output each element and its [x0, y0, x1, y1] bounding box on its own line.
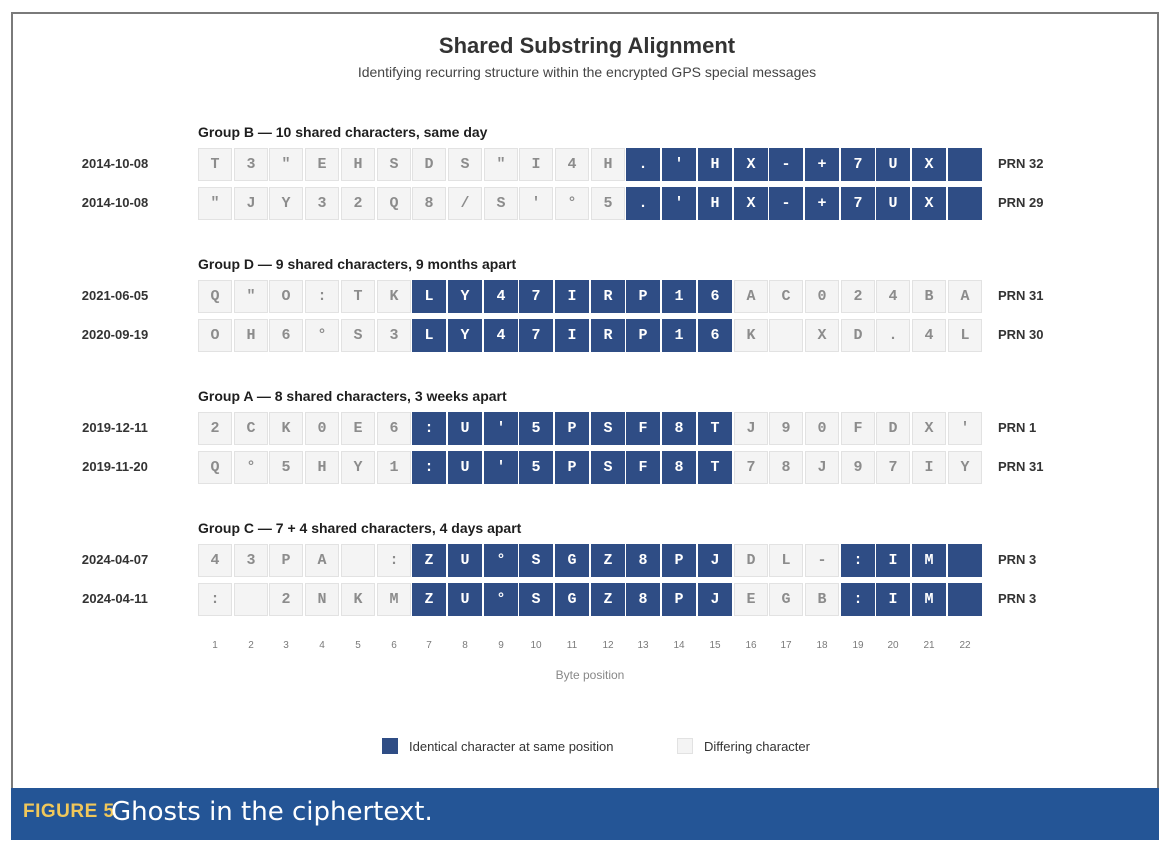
differing-char-cell: 0	[305, 412, 339, 445]
shared-char-cell: :	[841, 544, 875, 577]
differing-char-cell: '	[519, 187, 553, 220]
differing-char-cell: E	[734, 583, 768, 616]
shared-char-cell: P	[555, 451, 589, 484]
shared-char-cell: G	[555, 583, 589, 616]
shared-char-cell: '	[484, 451, 518, 484]
x-tick-label: 5	[355, 640, 361, 651]
shared-char-cell	[948, 187, 982, 220]
differing-char-cell: /	[448, 187, 482, 220]
figure-number: FIGURE 5	[23, 801, 115, 822]
row-date: 2024-04-07	[81, 552, 149, 567]
differing-char-cell: C	[234, 412, 268, 445]
shared-char-cell: Z	[412, 583, 446, 616]
shared-char-cell: P	[662, 583, 696, 616]
differing-char-cell: 4	[555, 148, 589, 181]
shared-char-cell: 8	[626, 544, 660, 577]
shared-char-cell: U	[448, 412, 482, 445]
differing-char-cell: 3	[234, 544, 268, 577]
shared-char-cell: 4	[484, 280, 518, 313]
x-tick-label: 18	[816, 640, 828, 651]
shared-char-cell: .	[626, 148, 660, 181]
row-date: 2024-04-11	[82, 591, 148, 606]
legend-swatch-identical	[382, 738, 398, 754]
differing-char-cell: K	[377, 280, 411, 313]
differing-char-cell: 3	[305, 187, 339, 220]
shared-char-cell: S	[519, 583, 553, 616]
differing-char-cell: A	[948, 280, 982, 313]
differing-char-cell: P	[269, 544, 303, 577]
x-tick-label: 2	[248, 640, 254, 651]
differing-char-cell: -	[805, 544, 839, 577]
shared-char-cell: °	[484, 583, 518, 616]
differing-char-cell: 5	[591, 187, 625, 220]
shared-char-cell: Y	[448, 280, 482, 313]
differing-char-cell: 8	[412, 187, 446, 220]
shared-char-cell: M	[912, 544, 946, 577]
x-tick-label: 6	[391, 640, 397, 651]
shared-char-cell: Z	[591, 544, 625, 577]
x-tick-label: 3	[283, 640, 289, 651]
differing-char-cell: Y	[269, 187, 303, 220]
x-tick-label: 21	[923, 640, 935, 651]
row-prn: PRN 31	[998, 288, 1044, 303]
differing-char-cell: 5	[269, 451, 303, 484]
differing-char-cell: :	[377, 544, 411, 577]
shared-char-cell: +	[805, 148, 839, 181]
shared-char-cell: I	[876, 583, 910, 616]
differing-char-cell: O	[269, 280, 303, 313]
differing-char-cell: J	[734, 412, 768, 445]
shared-char-cell: I	[555, 319, 589, 352]
shared-char-cell: 7	[841, 187, 875, 220]
shared-char-cell: H	[698, 148, 732, 181]
differing-char-cell: °	[234, 451, 268, 484]
shared-char-cell: U	[448, 451, 482, 484]
differing-char-cell: 7	[876, 451, 910, 484]
differing-char-cell: °	[555, 187, 589, 220]
shared-char-cell	[948, 148, 982, 181]
x-tick-label: 11	[566, 640, 578, 651]
figure-caption-bar	[11, 788, 1159, 840]
chart-title: Shared Substring Alignment	[438, 33, 736, 58]
differing-char-cell: .	[876, 319, 910, 352]
shared-char-cell: X	[734, 148, 768, 181]
differing-char-cell: O	[198, 319, 232, 352]
differing-char-cell: 0	[805, 412, 839, 445]
x-tick-label: 16	[745, 640, 757, 651]
differing-char-cell: T	[341, 280, 375, 313]
differing-char-cell: Q	[198, 280, 232, 313]
row-prn: PRN 32	[998, 156, 1044, 171]
shared-char-cell: G	[555, 544, 589, 577]
shared-char-cell: X	[912, 187, 946, 220]
group-title: Group D — 9 shared characters, 9 months apart	[198, 256, 517, 272]
row-date: 2014-10-08	[81, 195, 149, 210]
differing-char-cell: X	[805, 319, 839, 352]
differing-char-cell: I	[519, 148, 553, 181]
shared-char-cell: -	[769, 187, 803, 220]
shared-char-cell: U	[448, 544, 482, 577]
legend-label-identical: Identical character at same position	[409, 739, 614, 754]
differing-char-cell: '	[948, 412, 982, 445]
differing-char-cell: H	[341, 148, 375, 181]
differing-char-cell: K	[341, 583, 375, 616]
x-tick-label: 22	[959, 640, 971, 651]
differing-char-cell: 2	[198, 412, 232, 445]
differing-char-cell: "	[234, 280, 268, 313]
differing-char-cell: X	[912, 412, 946, 445]
shared-char-cell: Z	[591, 583, 625, 616]
shared-char-cell: '	[662, 148, 696, 181]
differing-char-cell: 3	[377, 319, 411, 352]
differing-char-cell: Y	[341, 451, 375, 484]
shared-char-cell: .	[626, 187, 660, 220]
figure-caption: Ghosts in the ciphertext.	[111, 797, 433, 827]
shared-char-cell: R	[591, 280, 625, 313]
row-prn: PRN 1	[998, 420, 1037, 435]
shared-char-cell: U	[876, 148, 910, 181]
shared-char-cell: R	[591, 319, 625, 352]
differing-char-cell: 2	[841, 280, 875, 313]
x-tick-label: 1	[212, 640, 218, 651]
shared-char-cell: -	[769, 148, 803, 181]
shared-char-cell: Z	[412, 544, 446, 577]
x-axis-label: Byte position	[555, 668, 625, 682]
shared-char-cell: J	[698, 544, 732, 577]
shared-char-cell: X	[734, 187, 768, 220]
shared-char-cell: 1	[662, 280, 696, 313]
row-date: 2019-11-20	[82, 459, 148, 474]
shared-char-cell: '	[484, 412, 518, 445]
shared-char-cell: '	[662, 187, 696, 220]
shared-char-cell: 6	[698, 280, 732, 313]
differing-char-cell: 1	[377, 451, 411, 484]
differing-char-cell: S	[341, 319, 375, 352]
chart-subtitle: Identifying recurring structure within the encrypted GPS special messages	[357, 64, 817, 80]
shared-char-cell: 8	[626, 583, 660, 616]
shared-char-cell: 4	[484, 319, 518, 352]
differing-char-cell: M	[377, 583, 411, 616]
shared-char-cell: P	[555, 412, 589, 445]
differing-char-cell: S	[484, 187, 518, 220]
row-prn: PRN 3	[998, 552, 1037, 567]
shared-char-cell: Y	[448, 319, 482, 352]
differing-char-cell: S	[377, 148, 411, 181]
x-tick-label: 20	[887, 640, 899, 651]
shared-char-cell: F	[626, 451, 660, 484]
differing-char-cell: K	[734, 319, 768, 352]
differing-char-cell: Q	[198, 451, 232, 484]
differing-char-cell: 6	[269, 319, 303, 352]
shared-char-cell: 6	[698, 319, 732, 352]
differing-char-cell: E	[341, 412, 375, 445]
x-tick-label: 9	[498, 640, 504, 651]
shared-char-cell: L	[412, 319, 446, 352]
differing-char-cell: 8	[769, 451, 803, 484]
shared-char-cell: S	[591, 451, 625, 484]
differing-char-cell: D	[734, 544, 768, 577]
x-tick-label: 13	[637, 640, 649, 651]
differing-char-cell: 6	[377, 412, 411, 445]
x-tick-label: 19	[852, 640, 864, 651]
shared-char-cell: H	[698, 187, 732, 220]
differing-char-cell: I	[912, 451, 946, 484]
shared-char-cell: T	[698, 451, 732, 484]
shared-char-cell: 5	[519, 412, 553, 445]
shared-char-cell: 8	[662, 451, 696, 484]
differing-char-cell: S	[448, 148, 482, 181]
shared-char-cell: P	[626, 280, 660, 313]
differing-char-cell: B	[912, 280, 946, 313]
differing-char-cell: 0	[805, 280, 839, 313]
differing-char-cell: L	[769, 544, 803, 577]
differing-char-cell: 4	[198, 544, 232, 577]
shared-char-cell: +	[805, 187, 839, 220]
shared-char-cell: 8	[662, 412, 696, 445]
group-title: Group A — 8 shared characters, 3 weeks apart	[198, 388, 507, 404]
shared-char-cell: 7	[519, 319, 553, 352]
differing-char-cell: D	[841, 319, 875, 352]
differing-char-cell: H	[591, 148, 625, 181]
shared-char-cell: J	[698, 583, 732, 616]
differing-char-cell: B	[805, 583, 839, 616]
differing-char-cell: J	[805, 451, 839, 484]
row-prn: PRN 30	[998, 327, 1044, 342]
shared-char-cell: U	[876, 187, 910, 220]
x-tick-label: 8	[462, 640, 468, 651]
differing-char-cell: Y	[948, 451, 982, 484]
shared-char-cell: S	[519, 544, 553, 577]
shared-char-cell: P	[662, 544, 696, 577]
shared-char-cell: F	[626, 412, 660, 445]
shared-char-cell: 1	[662, 319, 696, 352]
differing-char-cell: D	[876, 412, 910, 445]
group-title: Group B — 10 shared characters, same day	[198, 124, 488, 140]
differing-char-cell: L	[948, 319, 982, 352]
group-title: Group C — 7 + 4 shared characters, 4 days apart	[198, 520, 522, 536]
differing-char-cell: :	[198, 583, 232, 616]
x-tick-label: 10	[530, 640, 542, 651]
differing-char-cell: 4	[876, 280, 910, 313]
legend-label-differing: Differing character	[704, 739, 810, 754]
shared-char-cell: P	[626, 319, 660, 352]
row-date: 2014-10-08	[81, 156, 149, 171]
differing-char-cell: °	[305, 319, 339, 352]
shared-char-cell: °	[484, 544, 518, 577]
legend-swatch-differing	[677, 738, 693, 754]
row-date: 2020-09-19	[81, 327, 149, 342]
differing-char-cell: Q	[377, 187, 411, 220]
row-date: 2019-12-11	[82, 420, 148, 435]
row-date: 2021-06-05	[81, 288, 149, 303]
shared-char-cell: 5	[519, 451, 553, 484]
differing-char-cell: 9	[769, 412, 803, 445]
shared-char-cell: L	[412, 280, 446, 313]
x-tick-label: 15	[709, 640, 721, 651]
shared-char-cell: X	[912, 148, 946, 181]
x-tick-label: 7	[426, 640, 432, 651]
differing-char-cell	[234, 583, 268, 616]
x-tick-label: 17	[780, 640, 792, 651]
differing-char-cell: "	[198, 187, 232, 220]
differing-char-cell: C	[769, 280, 803, 313]
shared-char-cell	[948, 544, 982, 577]
differing-char-cell: 2	[269, 583, 303, 616]
differing-char-cell: A	[734, 280, 768, 313]
x-tick-label: 4	[319, 640, 325, 651]
shared-char-cell: S	[591, 412, 625, 445]
differing-char-cell: 3	[234, 148, 268, 181]
differing-char-cell: F	[841, 412, 875, 445]
shared-char-cell: M	[912, 583, 946, 616]
differing-char-cell: :	[305, 280, 339, 313]
differing-char-cell: "	[269, 148, 303, 181]
differing-char-cell: "	[484, 148, 518, 181]
shared-char-cell: 7	[519, 280, 553, 313]
row-prn: PRN 31	[998, 459, 1044, 474]
shared-char-cell: 7	[841, 148, 875, 181]
differing-char-cell: 4	[912, 319, 946, 352]
shared-char-cell	[948, 583, 982, 616]
differing-char-cell: J	[234, 187, 268, 220]
x-tick-label: 12	[602, 640, 614, 651]
x-tick-label: 14	[673, 640, 685, 651]
differing-char-cell: H	[234, 319, 268, 352]
differing-char-cell	[769, 319, 803, 352]
differing-char-cell: H	[305, 451, 339, 484]
differing-char-cell: E	[305, 148, 339, 181]
row-prn: PRN 3	[998, 591, 1037, 606]
differing-char-cell: 2	[341, 187, 375, 220]
differing-char-cell: A	[305, 544, 339, 577]
shared-char-cell: :	[412, 412, 446, 445]
differing-char-cell: K	[269, 412, 303, 445]
shared-char-cell: I	[876, 544, 910, 577]
row-prn: PRN 29	[998, 195, 1044, 210]
shared-char-cell: T	[698, 412, 732, 445]
shared-char-cell: U	[448, 583, 482, 616]
shared-char-cell: :	[841, 583, 875, 616]
shared-char-cell: I	[555, 280, 589, 313]
differing-char-cell: 9	[841, 451, 875, 484]
differing-char-cell	[341, 544, 375, 577]
differing-char-cell: G	[769, 583, 803, 616]
differing-char-cell: D	[412, 148, 446, 181]
differing-char-cell: 7	[734, 451, 768, 484]
differing-char-cell: T	[198, 148, 232, 181]
differing-char-cell: N	[305, 583, 339, 616]
shared-char-cell: :	[412, 451, 446, 484]
